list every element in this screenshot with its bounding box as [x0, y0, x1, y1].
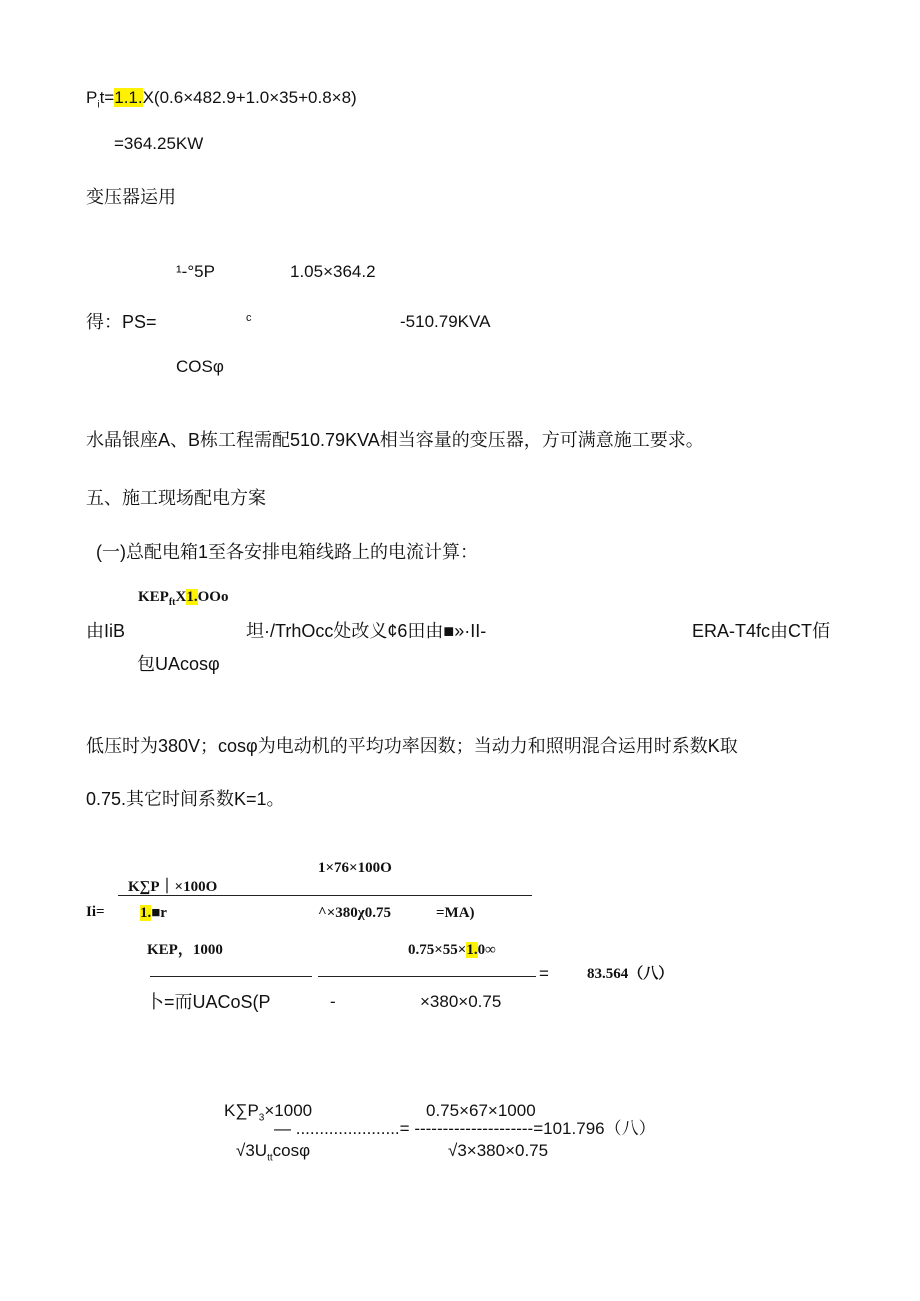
formula-current-general-mid: 坦·/TrhOcc处改义¢6田由■»·II-: [246, 621, 487, 641]
formula-i3-den-right: √3×380×0.75: [448, 1141, 549, 1160]
paragraph-voltage: 低压时为380V；cosφ为电动机的平均功率因数；当动力和照明混合运用时系数K取: [86, 736, 738, 756]
formula-transformer-num-right: 1.05×364.2: [290, 262, 376, 281]
formula-i3-divider: — ......................= ---------------------=101.796（八）: [274, 1119, 656, 1138]
formula-i2-den-mid: -: [330, 992, 336, 1011]
formula-i2-equals: =: [539, 964, 549, 983]
formula-i3-num-right: 0.75×67×1000: [426, 1101, 536, 1120]
formula-current-general-top: $KEP_{ft}X1.OOo$: [138, 589, 229, 608]
formula-transformer-den: COSφ: [176, 357, 224, 376]
fraction-line: [150, 976, 312, 977]
highlight-mark: 1.1.: [114, 88, 143, 107]
paragraph-coefficient: 0.75.其它时间系数K=1。: [86, 789, 285, 809]
formula-i3-num-left: $K\sum P_3\times 1000$: [224, 1101, 313, 1124]
conclusion-text: 水晶银座A、B栋工程需配510.79KVA相当容量的变压器，方可满意施工要求。: [86, 430, 704, 450]
formula-current-general-bottom: 包UAcosφ: [137, 654, 220, 674]
heading-transformer: 变压器运用: [86, 187, 176, 207]
formula-i1-top-right: 1×76×100O: [318, 860, 392, 876]
formula-i2-num-left: KEP，1000: [147, 942, 223, 958]
subsection-heading-1: (一)总配电箱1至各安排电箱线路上的电流计算：: [96, 542, 478, 562]
fraction-line: [118, 895, 532, 896]
formula-i3-den-left: $√3U_{tt}\cos\varphi$: [236, 1141, 311, 1164]
highlight-mark: 1.: [466, 942, 478, 958]
formula-transformer-mid: c: [246, 312, 252, 324]
formula-transformer-result: -510.79KVA: [400, 312, 491, 331]
formula-power-total: $P_it=1.1.X(0.6\times 482.9+1.0\times 35+0.8\times 8)$: [86, 88, 357, 111]
fraction-line: [318, 976, 536, 977]
formula-current-general-right: ERA-T4fc由CT佰: [692, 621, 831, 641]
formula-i1-den-left: 1.■r: [140, 905, 167, 921]
formula-i2-den-left: 卜=而UACoS(P: [146, 992, 271, 1012]
highlight-mark: 1.: [140, 905, 152, 921]
formula-transformer-lhs: 得：PS=: [86, 312, 157, 332]
formula-i2-den-right: ×380×0.75: [420, 992, 502, 1011]
formula-transformer-num-left: ¹-°5P: [176, 262, 215, 281]
highlight-mark: 1.: [186, 589, 198, 605]
formula-i2-num-right: 0.75×55×1.0∞: [408, 942, 496, 958]
formula-current-general-left: 由IiB: [86, 621, 126, 641]
formula-i1-den-right: =MA): [436, 905, 475, 921]
formula-i1-numerator: K∑P｜×100O: [128, 879, 218, 895]
section-heading-5: 五、施工现场配电方案: [86, 488, 266, 508]
formula-i2-result: 83.564（八）: [587, 966, 674, 982]
formula-power-result: =364.25KW: [114, 134, 204, 153]
formula-i1-den-mid: ^×380χ0.75: [318, 905, 391, 921]
formula-i1-lhs: Ii=: [86, 904, 105, 920]
